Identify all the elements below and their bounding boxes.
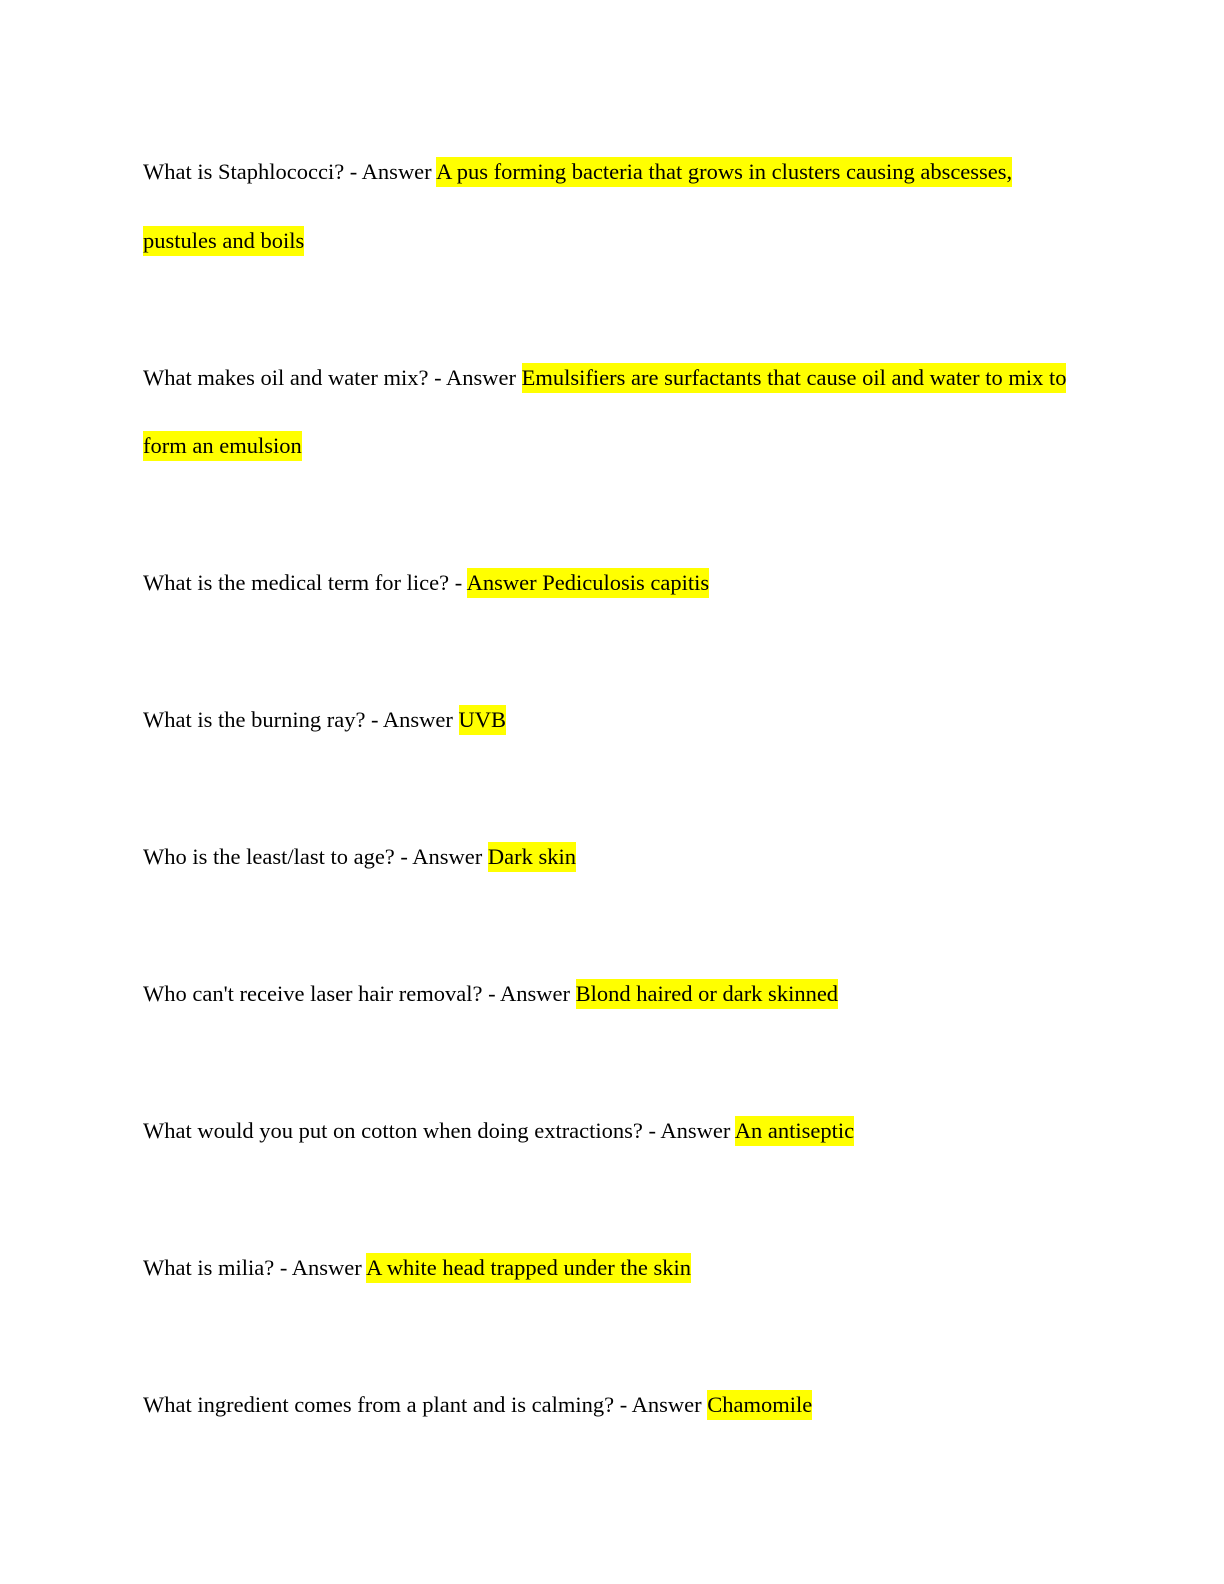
qa-list [143, 138, 1083, 1508]
question-text: What is milia? - Answer [143, 1255, 367, 1280]
qa-item [143, 138, 1083, 275]
highlighted-answer: UVB [459, 705, 507, 735]
qa-item [143, 1371, 1083, 1440]
highlighted-answer: A pus forming bacteria that grows in clusters causing abscesses, pustules and boils [143, 157, 1012, 256]
highlighted-answer: A white head trapped under the skin [366, 1253, 691, 1283]
qa-item [143, 960, 1083, 1029]
question-text: Who is the least/last to age? - Answer [143, 844, 488, 869]
highlighted-answer: Dark skin [488, 842, 576, 872]
qa-item [143, 686, 1083, 755]
question-text: What makes oil and water mix? - Answer [143, 364, 522, 390]
qa-item [143, 549, 1083, 618]
qa-item [143, 823, 1083, 892]
question-text: What is Staphlococci? - Answer [143, 159, 437, 184]
question-text: What is the medical term for lice? - [143, 570, 467, 595]
question-text: What would you put on cotton when doing extractions? - Answer [143, 1118, 735, 1143]
qa-item [143, 1097, 1083, 1166]
qa-item [143, 344, 1083, 481]
qa-item [143, 1234, 1083, 1303]
question-text: Who can't receive laser hair removal? - Answer [143, 981, 576, 1006]
question-text: What is the burning ray? - Answer [143, 707, 459, 732]
highlighted-answer: Chamomile [707, 1390, 812, 1420]
highlighted-answer: Emulsifiers are surfactants that cause oil and water to mix to form an emulsion [143, 363, 1066, 462]
highlighted-answer: Blond haired or dark skinned [576, 979, 838, 1009]
highlighted-answer: An antiseptic [735, 1116, 854, 1146]
highlighted-answer: Answer Pediculosis capitis [467, 568, 709, 598]
question-text: What ingredient comes from a plant and is calming? - Answer [143, 1392, 708, 1417]
